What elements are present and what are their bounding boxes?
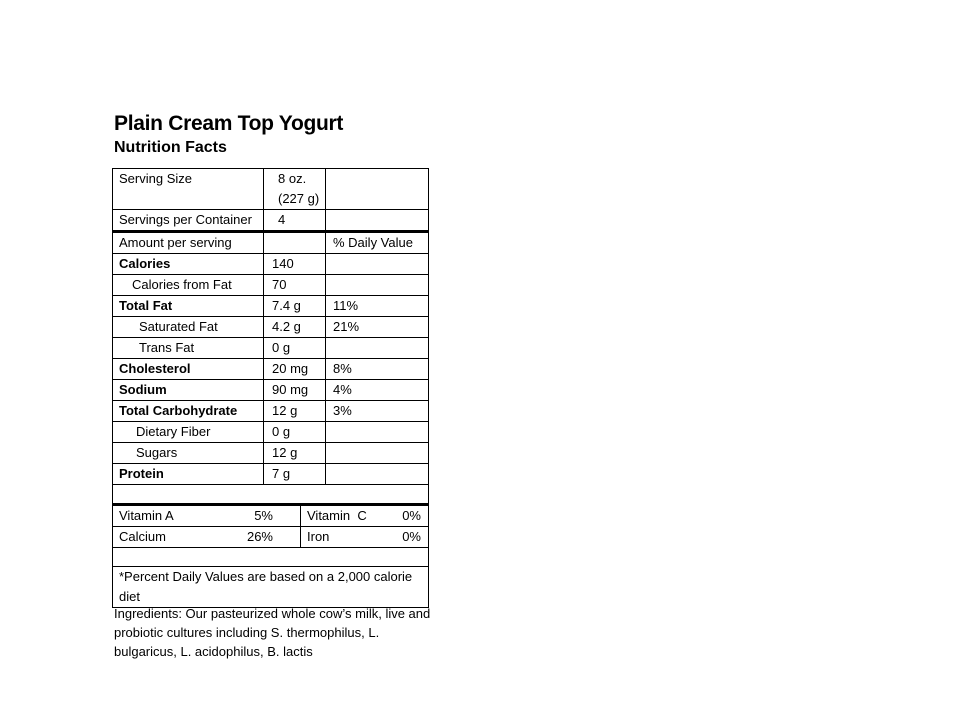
empty-cell: [326, 210, 429, 232]
nutrient-row-calories: [113, 254, 429, 275]
nutrient-dv: [326, 443, 429, 464]
empty-cell: [113, 485, 429, 505]
nutrient-name: Protein: [113, 464, 264, 485]
servings-per-container-value: 4: [264, 210, 326, 232]
nutrient-dv: 8%: [326, 359, 429, 380]
calcium-cell: [119, 527, 301, 547]
spacer-row: [113, 548, 429, 567]
nutrient-dv: 21%: [326, 317, 429, 338]
nutrient-dv: [326, 464, 429, 485]
nutrient-amount: 0 g: [264, 422, 326, 443]
nutrient-dv: 3%: [326, 401, 429, 422]
servings-per-container-row: [113, 210, 429, 232]
footnote-row: [113, 567, 429, 608]
nutrition-facts-table: [112, 168, 429, 608]
nutrition-facts-heading: Nutrition Facts: [114, 139, 227, 156]
nutrient-dv: [326, 338, 429, 359]
ingredients-text: Ingredients: Our pasteurized whole cow’s milk, live and probiotic cultures including S. thermophilus, L. bulgaricus, L. acidophilus, B. lactis: [114, 606, 431, 659]
nutrient-amount: 70: [264, 275, 326, 296]
nutrient-row-saturated-fat: [113, 317, 429, 338]
serving-size-label: Serving Size: [113, 169, 264, 210]
vitamin-c-cell: [301, 506, 428, 526]
nutrient-row-total-carbohydrate: [113, 401, 429, 422]
nutrient-amount: 12 g: [264, 401, 326, 422]
serving-size-value: 8 oz. (227 g): [264, 169, 326, 210]
nutrient-row-sodium: [113, 380, 429, 401]
daily-value-footnote: *Percent Daily Values are based on a 2,000 calorie diet: [113, 567, 429, 608]
empty-cell: [113, 548, 429, 567]
vitamin-dv: 5%: [254, 508, 273, 523]
nutrient-row-trans-fat: [113, 338, 429, 359]
nutrient-row-protein: [113, 464, 429, 485]
spacer-row: [113, 485, 429, 505]
mineral-name: Iron: [307, 529, 330, 544]
nutrient-dv: 11%: [326, 296, 429, 317]
daily-value-header: % Daily Value: [326, 232, 429, 254]
nutrient-name: Dietary Fiber: [113, 422, 264, 443]
product-title: Plain Cream Top Yogurt: [114, 112, 344, 135]
nutrient-amount: 7.4 g: [264, 296, 326, 317]
vitamin-row-1: [113, 505, 429, 527]
nutrient-dv: [326, 254, 429, 275]
vitamin-row-cell: [113, 527, 429, 548]
nutrient-name: Total Carbohydrate: [113, 401, 264, 422]
mineral-dv: 0%: [402, 529, 421, 544]
nutrient-amount: 90 mg: [264, 380, 326, 401]
vitamin-a-cell: [119, 506, 301, 526]
nutrient-row-total-fat: [113, 296, 429, 317]
nutrient-amount: 4.2 g: [264, 317, 326, 338]
nutrient-name: Sugars: [113, 443, 264, 464]
nutrient-amount: 12 g: [264, 443, 326, 464]
nutrient-dv: 4%: [326, 380, 429, 401]
servings-per-container-label: Servings per Container: [113, 210, 264, 232]
amount-per-serving-label: Amount per serving: [113, 232, 264, 254]
nutrient-name: Calories from Fat: [113, 275, 264, 296]
nutrient-amount: 7 g: [264, 464, 326, 485]
serving-size-row: [113, 169, 429, 210]
nutrient-name: Total Fat: [113, 296, 264, 317]
nutrient-row-calories-from-fat: [113, 275, 429, 296]
nutrient-name: Sodium: [113, 380, 264, 401]
nutrient-amount: 0 g: [264, 338, 326, 359]
vitamin-row-2: [113, 527, 429, 548]
nutrient-dv: [326, 275, 429, 296]
vitamin-row-cell: [113, 505, 429, 527]
vitamin-name: Vitamin A: [119, 508, 174, 523]
nutrient-dv: [326, 422, 429, 443]
empty-cell: [264, 232, 326, 254]
iron-cell: [301, 527, 428, 547]
nutrient-row-sugars: [113, 443, 429, 464]
nutrient-name: Saturated Fat: [113, 317, 264, 338]
amount-header-row: [113, 232, 429, 254]
nutrient-name: Calories: [113, 254, 264, 275]
nutrient-amount: 20 mg: [264, 359, 326, 380]
vitamin-dv: 0%: [402, 508, 421, 523]
nutrient-row-cholesterol: [113, 359, 429, 380]
empty-cell: [326, 169, 429, 210]
mineral-dv: 26%: [246, 529, 273, 544]
nutrient-name: Cholesterol: [113, 359, 264, 380]
nutrient-name: Trans Fat: [113, 338, 264, 359]
vitamin-name: Vitamin C: [307, 508, 367, 523]
nutrient-row-dietary-fiber: [113, 422, 429, 443]
mineral-name: Calcium: [119, 529, 166, 544]
nutrient-amount: 140: [264, 254, 326, 275]
